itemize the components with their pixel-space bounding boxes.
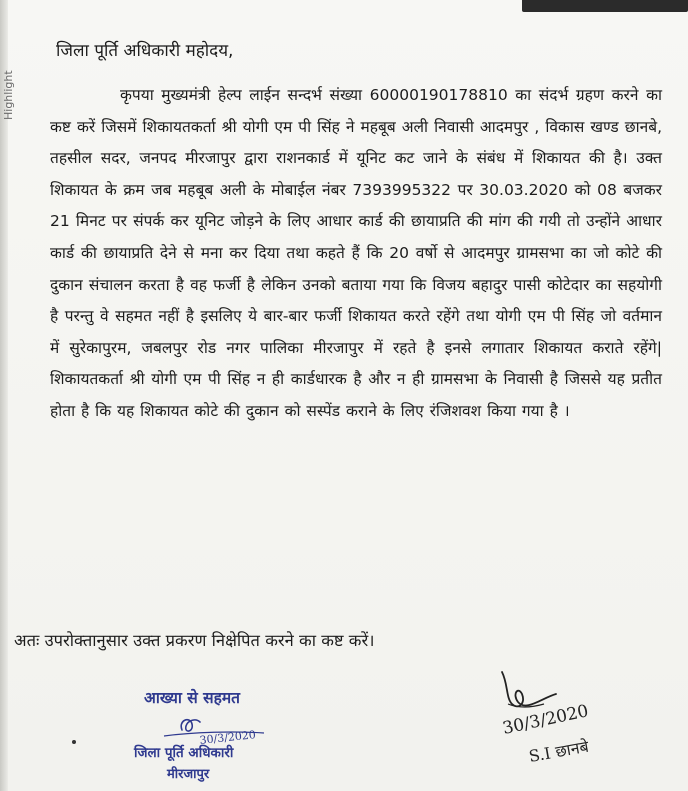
- endorsement-date: 30/3/2020: [198, 728, 257, 747]
- endorsement-note: [134, 686, 284, 786]
- letter-body: कृपया मुख्यमंत्री हेल्प लाईन सन्दर्भ संख्या 60000190178810 का संदर्भ ग्रहण करने का कष्ट करें जिसमें शिकायतकर्ता श्री योगी एम पी सिंह ने महबूब अली निवासी आदमपुर , विकास खण्ड छानबे, तहसील सदर, जनपद मीरजापुर द्वारा राशनकार्ड में यूनिट कट जाने के संबंध में शिकायत की है। उक्त शिकायत के क्रम जब महबूब अली के मोबाईल नंबर 7393995322 पर 30.03.2020 को 08 बजकर 21 मिनट पर संपर्क कर यूनिट जोड़ने के लिए आधार कार्ड की छायाप्रति की मांग की गयी तो उन्होंने आधार कार्ड की छायाप्रति देने से मना कर दिया तथा कहते हैं कि 20 वर्षो से आदमपुर ग्रामसभा का जो कोटे की दुकान संचालन करता है वह फर्जी है लेकिन उनको बताया गया कि विजय बहादुर पासी कोटेदार का सहयोगी है परन्तु वे सहमत नहीं है इसलिए ये बार-बार फर्जी शिकायत करते रहेंगे तथा योगी एम पी सिंह जो वर्तमान में सुरेकापुरम, जबलपुर रोड नगर पालिका मीरजापुर में रहते है इनसे लगातार शिकायत कराते रहेंगे| शिकायतकर्ता श्री योगी एम पी सिंह न ही कार्डधारक है और न ही ग्रामसभा के निवासी है जिससे यह प्रतीत होता है कि यह शिकायत कोटे की दुकान को सस्पेंड कराने के लिए रंजिशवश किया गया है ।: [50, 86, 662, 420]
- closing-line: अतः उपरोक्तानुसार उक्त प्रकरण निक्षेपित करने का कष्ट करें।: [14, 631, 375, 650]
- endorsement-line-agreed: आख्या से सहमत: [144, 688, 240, 707]
- side-label: Highlight: [2, 70, 15, 120]
- endorsement-line-designation: जिला पूर्ति अधिकारी: [134, 745, 234, 761]
- endorsement-line-place: मीरजापुर: [167, 767, 210, 782]
- top-dark-strip: [522, 0, 688, 12]
- officer-signature-icon: [478, 664, 678, 774]
- ink-dot: [72, 740, 76, 744]
- signature-date: 30/3/2020: [500, 701, 591, 739]
- signature-name: S.I छानबे: [527, 736, 591, 766]
- salutation: जिला पूर्ति अधिकारी महोदय,: [56, 41, 234, 61]
